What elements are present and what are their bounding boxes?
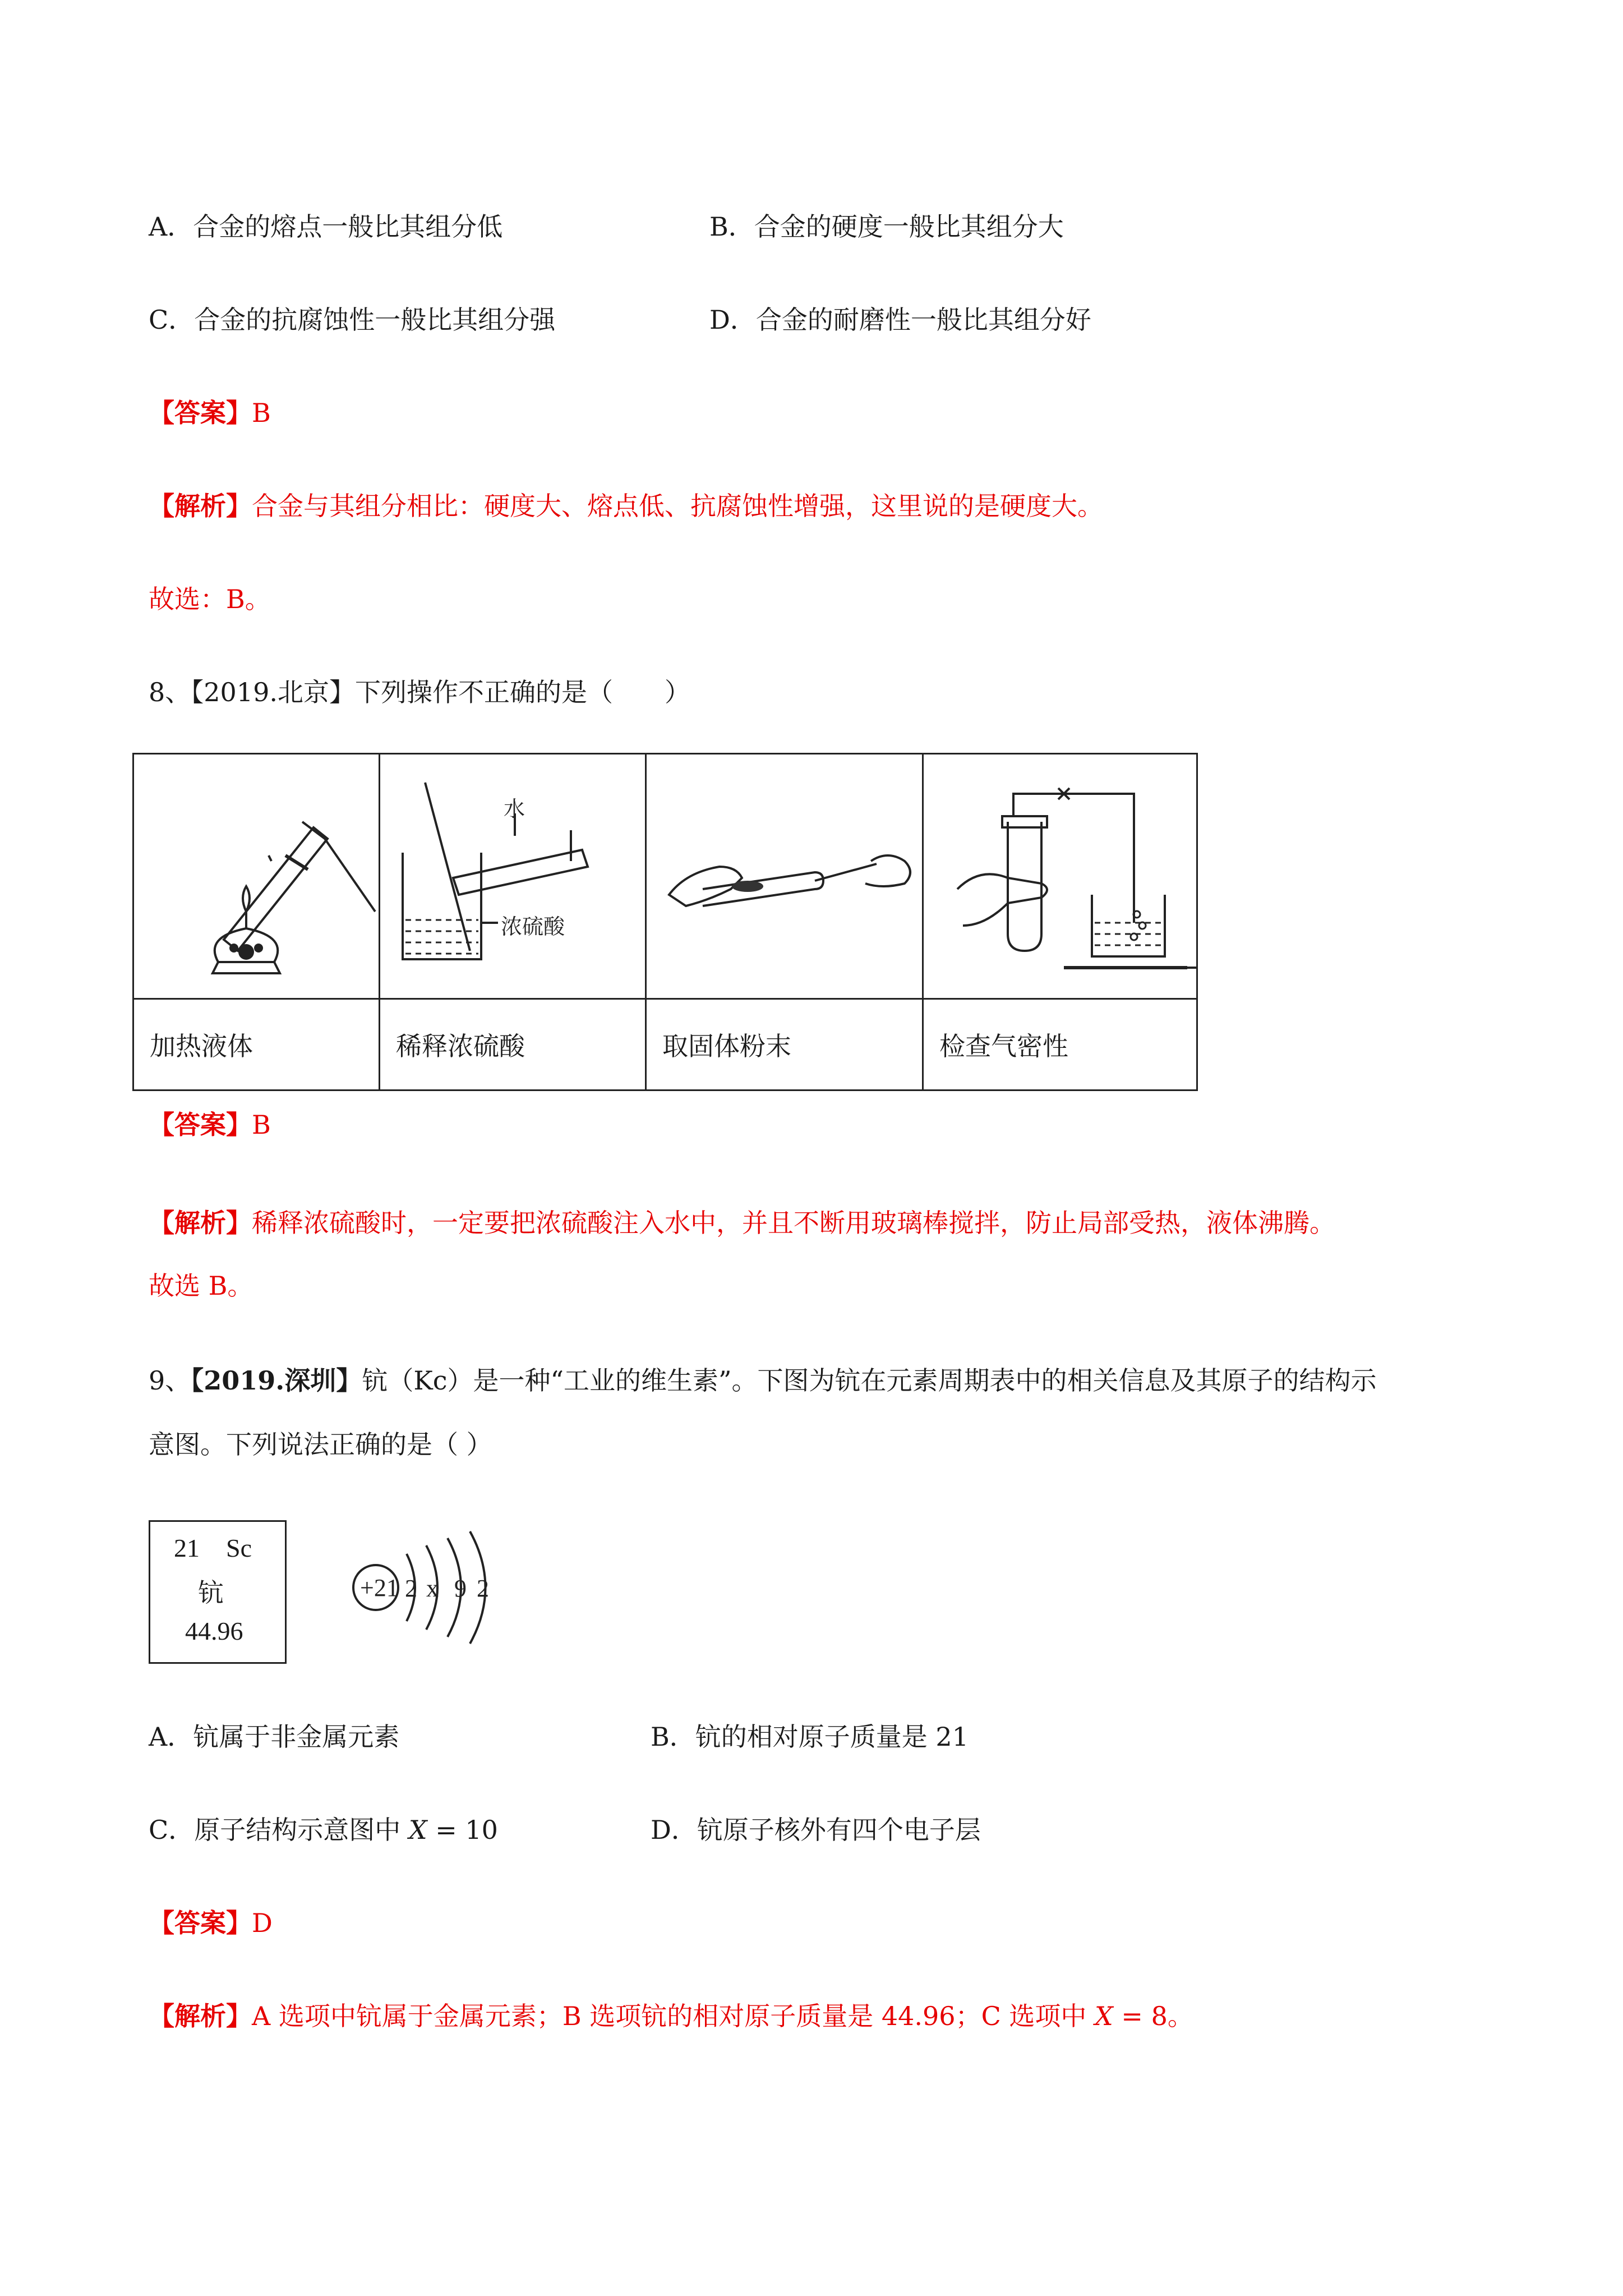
- q9-stem-line2: 意图。下列说法正确的是（ ）: [149, 1429, 492, 1460]
- heating-liquid-icon: [134, 754, 379, 996]
- atomic-number: 21: [174, 1534, 200, 1562]
- q9-option-d: D．钪原子核外有四个电子层: [651, 1815, 981, 1845]
- element-symbol: Sc: [226, 1534, 252, 1562]
- water-label: 水: [504, 798, 525, 821]
- question-number: 9、: [149, 1365, 191, 1396]
- heating-liquid-figure: [133, 754, 380, 999]
- shell-2-electrons: x: [426, 1575, 439, 1602]
- label-airtightness: 检查气密性: [923, 999, 1197, 1091]
- question-number: 8、: [149, 677, 191, 707]
- answer-value: D: [252, 1908, 273, 1938]
- shell-3-electrons: 9: [454, 1575, 467, 1602]
- atomic-mass: 44.96: [185, 1617, 243, 1645]
- label-heating-liquid: 加热液体: [133, 999, 380, 1091]
- element-name: 钪: [198, 1579, 224, 1607]
- q8-analysis: [149, 1206, 1335, 1240]
- q8-answer: [149, 1108, 271, 1142]
- question-text: 下列操作不正确的是（ ）: [354, 677, 690, 707]
- q7-answer: [149, 396, 271, 430]
- q9-option-a: A．钪属于非金属元素: [149, 1722, 400, 1752]
- q7-option-d: D．合金的耐磨性一般比其组分好: [709, 305, 1091, 335]
- analysis-text: 合金与其组分相比：硬度大、熔点低、抗腐蚀性增强，这里说的是硬度大。: [252, 491, 1103, 521]
- atom-structure-diagram: [342, 1526, 510, 1649]
- nucleus-charge: +21: [360, 1574, 399, 1602]
- answer-value: B: [252, 1110, 271, 1140]
- option-text: C．原子结构示意图中: [149, 1815, 409, 1845]
- q9-analysis: [149, 1999, 1193, 2033]
- q9-answer: [149, 1906, 273, 1940]
- answer-tag: 【答案】: [149, 398, 252, 428]
- analysis-text: 稀释浓硫酸时，一定要把浓硫酸注入水中，并且不断用玻璃棒搅拌，防止局部受热，液体沸腾。: [252, 1208, 1335, 1238]
- q9-option-c: [149, 1813, 498, 1847]
- q7-option-b: B．合金的硬度一般比其组分大: [709, 211, 1064, 242]
- q8-stem: [149, 675, 690, 709]
- answer-tag: 【答案】: [149, 1908, 252, 1938]
- analysis-tag: 【解析】: [149, 2001, 252, 2031]
- q9-stem-line1: [149, 1364, 1377, 1397]
- question-source: 【2019.深圳】: [191, 1365, 362, 1396]
- shell-4-electrons: 2: [477, 1575, 489, 1602]
- question-text: 钪（Kc）是一种“工业的维生素”。下图为钪在元素周期表中的相关信息及其原子的结构示: [362, 1365, 1377, 1396]
- solid-powder-icon: [647, 754, 922, 996]
- operations-table: [132, 753, 1198, 1091]
- analysis-text: A 选项中钪属于金属元素；B 选项钪的相对原子质量是 44.96；C 选项中: [252, 2001, 1095, 2031]
- q7-option-a: A．合金的熔点一般比其组分低: [149, 211, 503, 242]
- q7-analysis: [149, 489, 1103, 523]
- solid-powder-figure: [646, 754, 923, 999]
- acid-label: 浓硫酸: [501, 915, 565, 939]
- analysis-tag: 【解析】: [149, 1208, 252, 1238]
- element-card: [149, 1520, 287, 1664]
- airtightness-icon: [924, 754, 1196, 996]
- answer-value: B: [252, 398, 271, 428]
- q9-option-b: B．钪的相对原子质量是 21: [651, 1722, 969, 1752]
- shell-1-electrons: 2: [405, 1575, 417, 1602]
- q7-option-c: C．合金的抗腐蚀性一般比其组分强: [149, 305, 556, 335]
- q7-conclusion: 故选：B。: [149, 584, 271, 614]
- analysis-variable: X: [1095, 2001, 1113, 2031]
- option-value: = 10: [427, 1815, 498, 1845]
- analysis-tag: 【解析】: [149, 491, 252, 521]
- analysis-value: = 8。: [1113, 2001, 1193, 2031]
- answer-tag: 【答案】: [149, 1110, 252, 1140]
- q8-conclusion: 故选 B。: [149, 1271, 253, 1301]
- label-solid-powder: 取固体粉末: [646, 999, 923, 1091]
- label-dilute-acid: 稀释浓硫酸: [380, 999, 646, 1091]
- dilute-acid-icon: [380, 754, 645, 996]
- option-variable: X: [408, 1815, 427, 1845]
- airtightness-figure: [923, 754, 1197, 999]
- dilute-acid-figure: [380, 754, 646, 999]
- question-source: 【2019.北京】: [191, 677, 355, 707]
